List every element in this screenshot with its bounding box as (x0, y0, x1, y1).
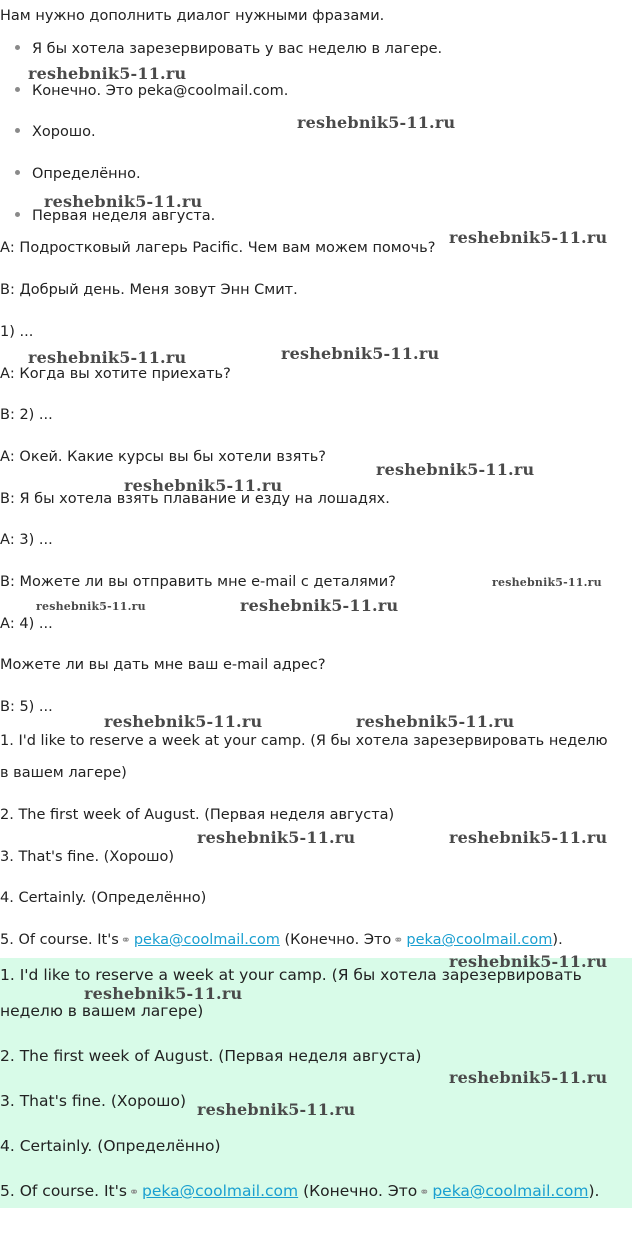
bullet-icon (15, 87, 20, 92)
answer-line: 3. That's fine. (Хорошо) (0, 849, 175, 865)
list-item: Хорошо. (15, 124, 96, 140)
watermark: reshebnik5-11.ru (44, 192, 203, 211)
watermark: reshebnik5-11.ru (356, 712, 515, 731)
email-link[interactable]: peka@coolmail.com (406, 932, 553, 948)
answer-line: 3. That's fine. (Хорошо) (0, 1092, 187, 1110)
email-link[interactable]: peka@coolmail.com (133, 932, 280, 948)
watermark: reshebnik5-11.ru (492, 576, 602, 589)
watermark: reshebnik5-11.ru (84, 984, 243, 1003)
watermark: reshebnik5-11.ru (449, 228, 608, 247)
dialog-line: В: Я бы хотела взять плавание и езду на лошадях. (0, 491, 390, 507)
dialog-line: В: Добрый день. Меня зовут Энн Смит. (0, 282, 298, 298)
bullet-icon (15, 128, 20, 133)
link-icon: ⚭ (120, 933, 131, 947)
list-item: Первая неделя августа. (15, 208, 215, 224)
watermark: reshebnik5-11.ru (376, 460, 535, 479)
email-link[interactable]: peka@coolmail.com (432, 1182, 589, 1200)
answer-line: 1. I'd like to reserve a week at your camp. (Я бы хотела зарезервировать (0, 966, 582, 984)
bullet-icon (15, 212, 20, 217)
dialog-line: А: 4) ... (0, 616, 53, 632)
watermark: reshebnik5-11.ru (28, 348, 187, 367)
link-icon: ⚭ (393, 933, 404, 947)
answer-line: 1. I'd like to reserve a week at your camp. (Я бы хотела зарезервировать неделю (0, 733, 608, 749)
dialog-line: А: 3) ... (0, 532, 53, 548)
watermark: reshebnik5-11.ru (281, 344, 440, 363)
watermark: reshebnik5-11.ru (104, 712, 263, 731)
dialog-line: А: Окей. Какие курсы вы бы хотели взять? (0, 449, 327, 465)
dialog-line: А: Подростковый лагерь Pacific. Чем вам можем помочь? (0, 240, 436, 256)
answer-line: в вашем лагере) (0, 765, 127, 781)
answer-line: 4. Certainly. (Определённо) (0, 1137, 221, 1155)
dialog-line: А: Когда вы хотите приехать? (0, 366, 231, 382)
answer-line: 4. Certainly. (Определённо) (0, 890, 207, 906)
watermark: reshebnik5-11.ru (197, 1100, 356, 1119)
watermark: reshebnik5-11.ru (449, 1068, 608, 1087)
watermark: reshebnik5-11.ru (240, 596, 399, 615)
list-item: Я бы хотела зарезервировать у вас неделю в лагере. (15, 41, 442, 57)
bullet-icon (15, 170, 20, 175)
bullet-icon (15, 45, 20, 50)
answer-line-email: 5. Of course. It's ⚭ peka@coolmail.com (Конечно. Это ⚭ peka@coolmail.com). (0, 932, 563, 948)
watermark: reshebnik5-11.ru (197, 828, 356, 847)
watermark: reshebnik5-11.ru (449, 828, 608, 847)
watermark: reshebnik5-11.ru (449, 952, 608, 971)
watermark: reshebnik5-11.ru (297, 113, 456, 132)
intro-text: Нам нужно дополнить диалог нужными фразами. (0, 8, 385, 24)
answer-line: 2. The first week of August. (Первая неделя августа) (0, 807, 395, 823)
answer-line: неделю в вашем лагере) (0, 1002, 204, 1020)
answer-line-email: 5. Of course. It's ⚭ peka@coolmail.com (Конечно. Это ⚭ peka@coolmail.com). (0, 1182, 600, 1200)
link-icon: ⚭ (128, 1185, 140, 1199)
dialog-line: В: Можете ли вы отправить мне e-mail с деталями? (0, 574, 396, 590)
watermark: reshebnik5-11.ru (124, 476, 283, 495)
dialog-line: Можете ли вы дать мне ваш e-mail адрес? (0, 657, 326, 673)
watermark: reshebnik5-11.ru (28, 64, 187, 83)
dialog-line: В: 2) ... (0, 407, 53, 423)
dialog-line: 1) ... (0, 324, 34, 340)
watermark: reshebnik5-11.ru (36, 600, 146, 613)
dialog-line: В: 5) ... (0, 699, 53, 715)
link-icon: ⚭ (419, 1185, 430, 1199)
email-link[interactable]: peka@coolmail.com (142, 1182, 299, 1200)
list-item: Определённо. (15, 166, 141, 182)
list-item: Конечно. Это peka@coolmail.com. (15, 83, 288, 99)
answer-line: 2. The first week of August. (Первая неделя августа) (0, 1047, 422, 1065)
